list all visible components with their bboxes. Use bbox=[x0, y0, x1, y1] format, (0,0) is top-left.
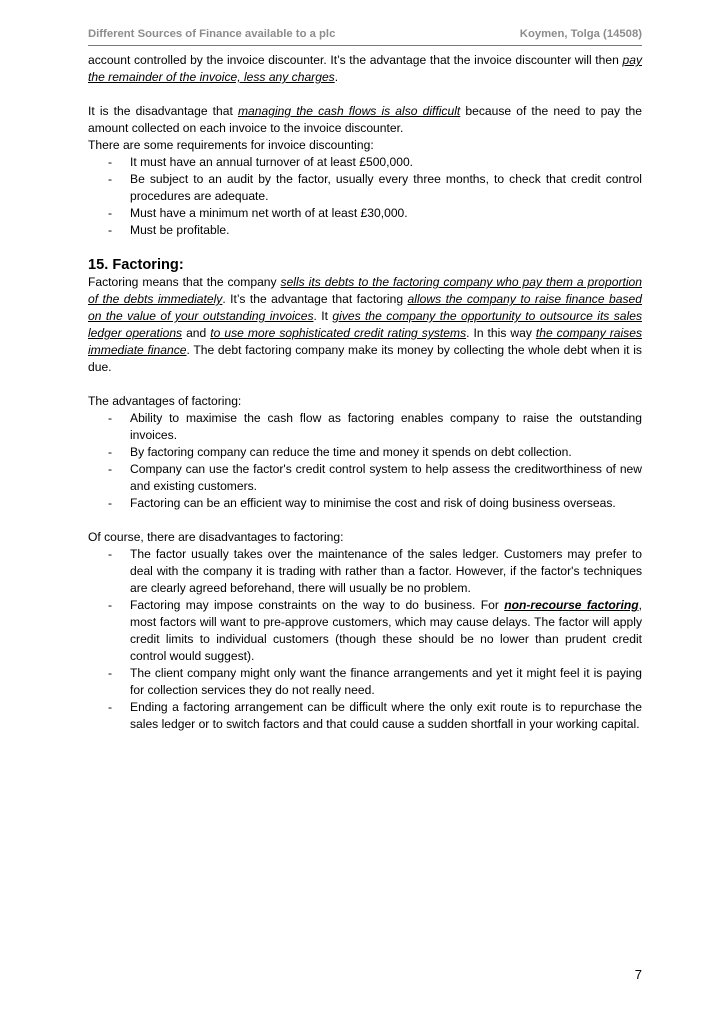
header-rule bbox=[88, 45, 642, 46]
list-item-text: It must have an annual turnover of at least £500,000. bbox=[130, 155, 414, 169]
list-item bbox=[88, 495, 642, 512]
page-body bbox=[88, 52, 642, 733]
list-item bbox=[88, 410, 642, 444]
intro-paragraph-2 bbox=[88, 103, 642, 137]
text-run: . bbox=[334, 70, 339, 84]
paragraph-gap bbox=[88, 239, 642, 256]
dash-bullet: - bbox=[108, 666, 113, 680]
highlight-text: allows the company to raise finance based on the value of your outstanding invoices bbox=[88, 292, 642, 323]
list-item-text: Must be profitable. bbox=[130, 223, 230, 237]
factoring-paragraph bbox=[88, 274, 642, 376]
section-heading-factoring: 15. Factoring: bbox=[88, 257, 184, 273]
advantages-list bbox=[88, 410, 642, 512]
page-number: 7 bbox=[634, 967, 642, 982]
highlight-text: to use more sophisticated credit rating systems bbox=[210, 326, 467, 340]
dash-bullet: - bbox=[108, 598, 113, 612]
paragraph-gap bbox=[88, 86, 642, 103]
text-run: . In this way bbox=[466, 326, 536, 340]
list-item bbox=[88, 461, 642, 495]
paragraph-gap bbox=[88, 512, 642, 529]
list-item-text: Ending a factoring arrangement can be difficult where the only exit route is to repurchase the sales ledger or to switch factors and that could cause a sudden shortfall in your working capital. bbox=[130, 700, 642, 731]
text-run: . It’s the advantage that factoring bbox=[222, 292, 408, 306]
list-item bbox=[88, 222, 642, 239]
text-run: because of the need to pay the amount collected on each invoice to the invoice discounter. bbox=[88, 104, 643, 135]
list-item bbox=[88, 205, 642, 222]
disadvantages-intro: Of course, there are disadvantages to factoring: bbox=[88, 530, 344, 544]
dash-bullet: - bbox=[108, 462, 113, 476]
dash-bullet: - bbox=[108, 547, 113, 561]
highlight-text: the company raises immediate finance bbox=[88, 326, 643, 357]
dash-bullet: - bbox=[108, 411, 113, 425]
highlight-text: gives the company the opportunity to outsource its sales ledger operations bbox=[88, 309, 642, 340]
highlight-text: non-recourse factoring bbox=[504, 598, 639, 612]
paragraph-gap bbox=[88, 376, 642, 393]
dash-bullet: - bbox=[108, 172, 113, 186]
disadvantages-list bbox=[88, 546, 642, 733]
list-item-text: Factoring may impose constraints on the way to do business. For bbox=[130, 598, 505, 612]
highlight-text: managing the cash flows is also difficult bbox=[237, 104, 461, 118]
dash-bullet: - bbox=[108, 496, 113, 510]
list-item-text: Ability to maximise the cash flow as factoring enables company to raise the outstanding invoices. bbox=[130, 411, 642, 442]
list-item-text: Company can use the factor's credit control system to help assess the creditworthiness of new and existing customers. bbox=[130, 462, 642, 493]
list-item-text: The factor usually takes over the maintenance of the sales ledger. Customers may prefer to deal with the company it is trading with rather than a factor. However, if the factor's techniques are clearly agreed beforehand, there will usually be no problem. bbox=[130, 547, 642, 595]
list-item-text: Factoring can be an efficient way to minimise the cost and risk of doing business overseas. bbox=[130, 496, 616, 510]
dash-bullet: - bbox=[108, 155, 113, 169]
list-item-text: By factoring company can reduce the time and money it spends on debt collection. bbox=[130, 445, 572, 459]
header-title: Different Sources of Finance available to a plc bbox=[88, 28, 336, 40]
requirements-list bbox=[88, 154, 642, 239]
list-item bbox=[88, 546, 642, 597]
text-run: . The debt factoring company make its money by collecting the whole debt when it is due. bbox=[88, 343, 642, 374]
highlight-text: sells its debts to the factoring company who pay them a proportion of the debts immediately bbox=[88, 275, 642, 306]
list-item-text: , most factors will want to pre-approve customers, which may cause delays. The factor will apply credit limits to individual customers (though these should be no lower than prudent credit control would suggest). bbox=[130, 598, 642, 663]
list-item bbox=[88, 171, 642, 205]
header-author: Koymen, Tolga (14508) bbox=[519, 28, 642, 40]
text-run: It is the disadvantage that bbox=[88, 104, 238, 118]
intro-paragraph-1 bbox=[88, 52, 642, 86]
text-run: and bbox=[182, 326, 211, 340]
text-run: Factoring means that the company bbox=[88, 275, 281, 289]
text-run: . It bbox=[313, 309, 333, 323]
list-item bbox=[88, 444, 642, 461]
list-item bbox=[88, 699, 642, 733]
dash-bullet: - bbox=[108, 206, 113, 220]
dash-bullet: - bbox=[108, 445, 113, 459]
dash-bullet: - bbox=[108, 223, 113, 237]
list-item bbox=[88, 665, 642, 699]
highlight-text: pay the remainder of the invoice, less any charges bbox=[88, 53, 642, 84]
advantages-intro: The advantages of factoring: bbox=[88, 394, 242, 408]
dash-bullet: - bbox=[108, 700, 113, 714]
list-item-text: The client company might only want the finance arrangements and yet it might feel it is paying for collection services they do not really need. bbox=[130, 666, 642, 697]
text-run: account controlled by the invoice discounter. It’s the advantage that the invoice discounter will then bbox=[88, 53, 623, 67]
list-item bbox=[88, 154, 642, 171]
list-item-text: Be subject to an audit by the factor, usually every three months, to check that credit control procedures are adequate. bbox=[130, 172, 642, 203]
requirements-intro: There are some requirements for invoice discounting: bbox=[88, 138, 374, 152]
list-item bbox=[88, 597, 642, 665]
list-item-text: Must have a minimum net worth of at least £30,000. bbox=[130, 206, 408, 220]
